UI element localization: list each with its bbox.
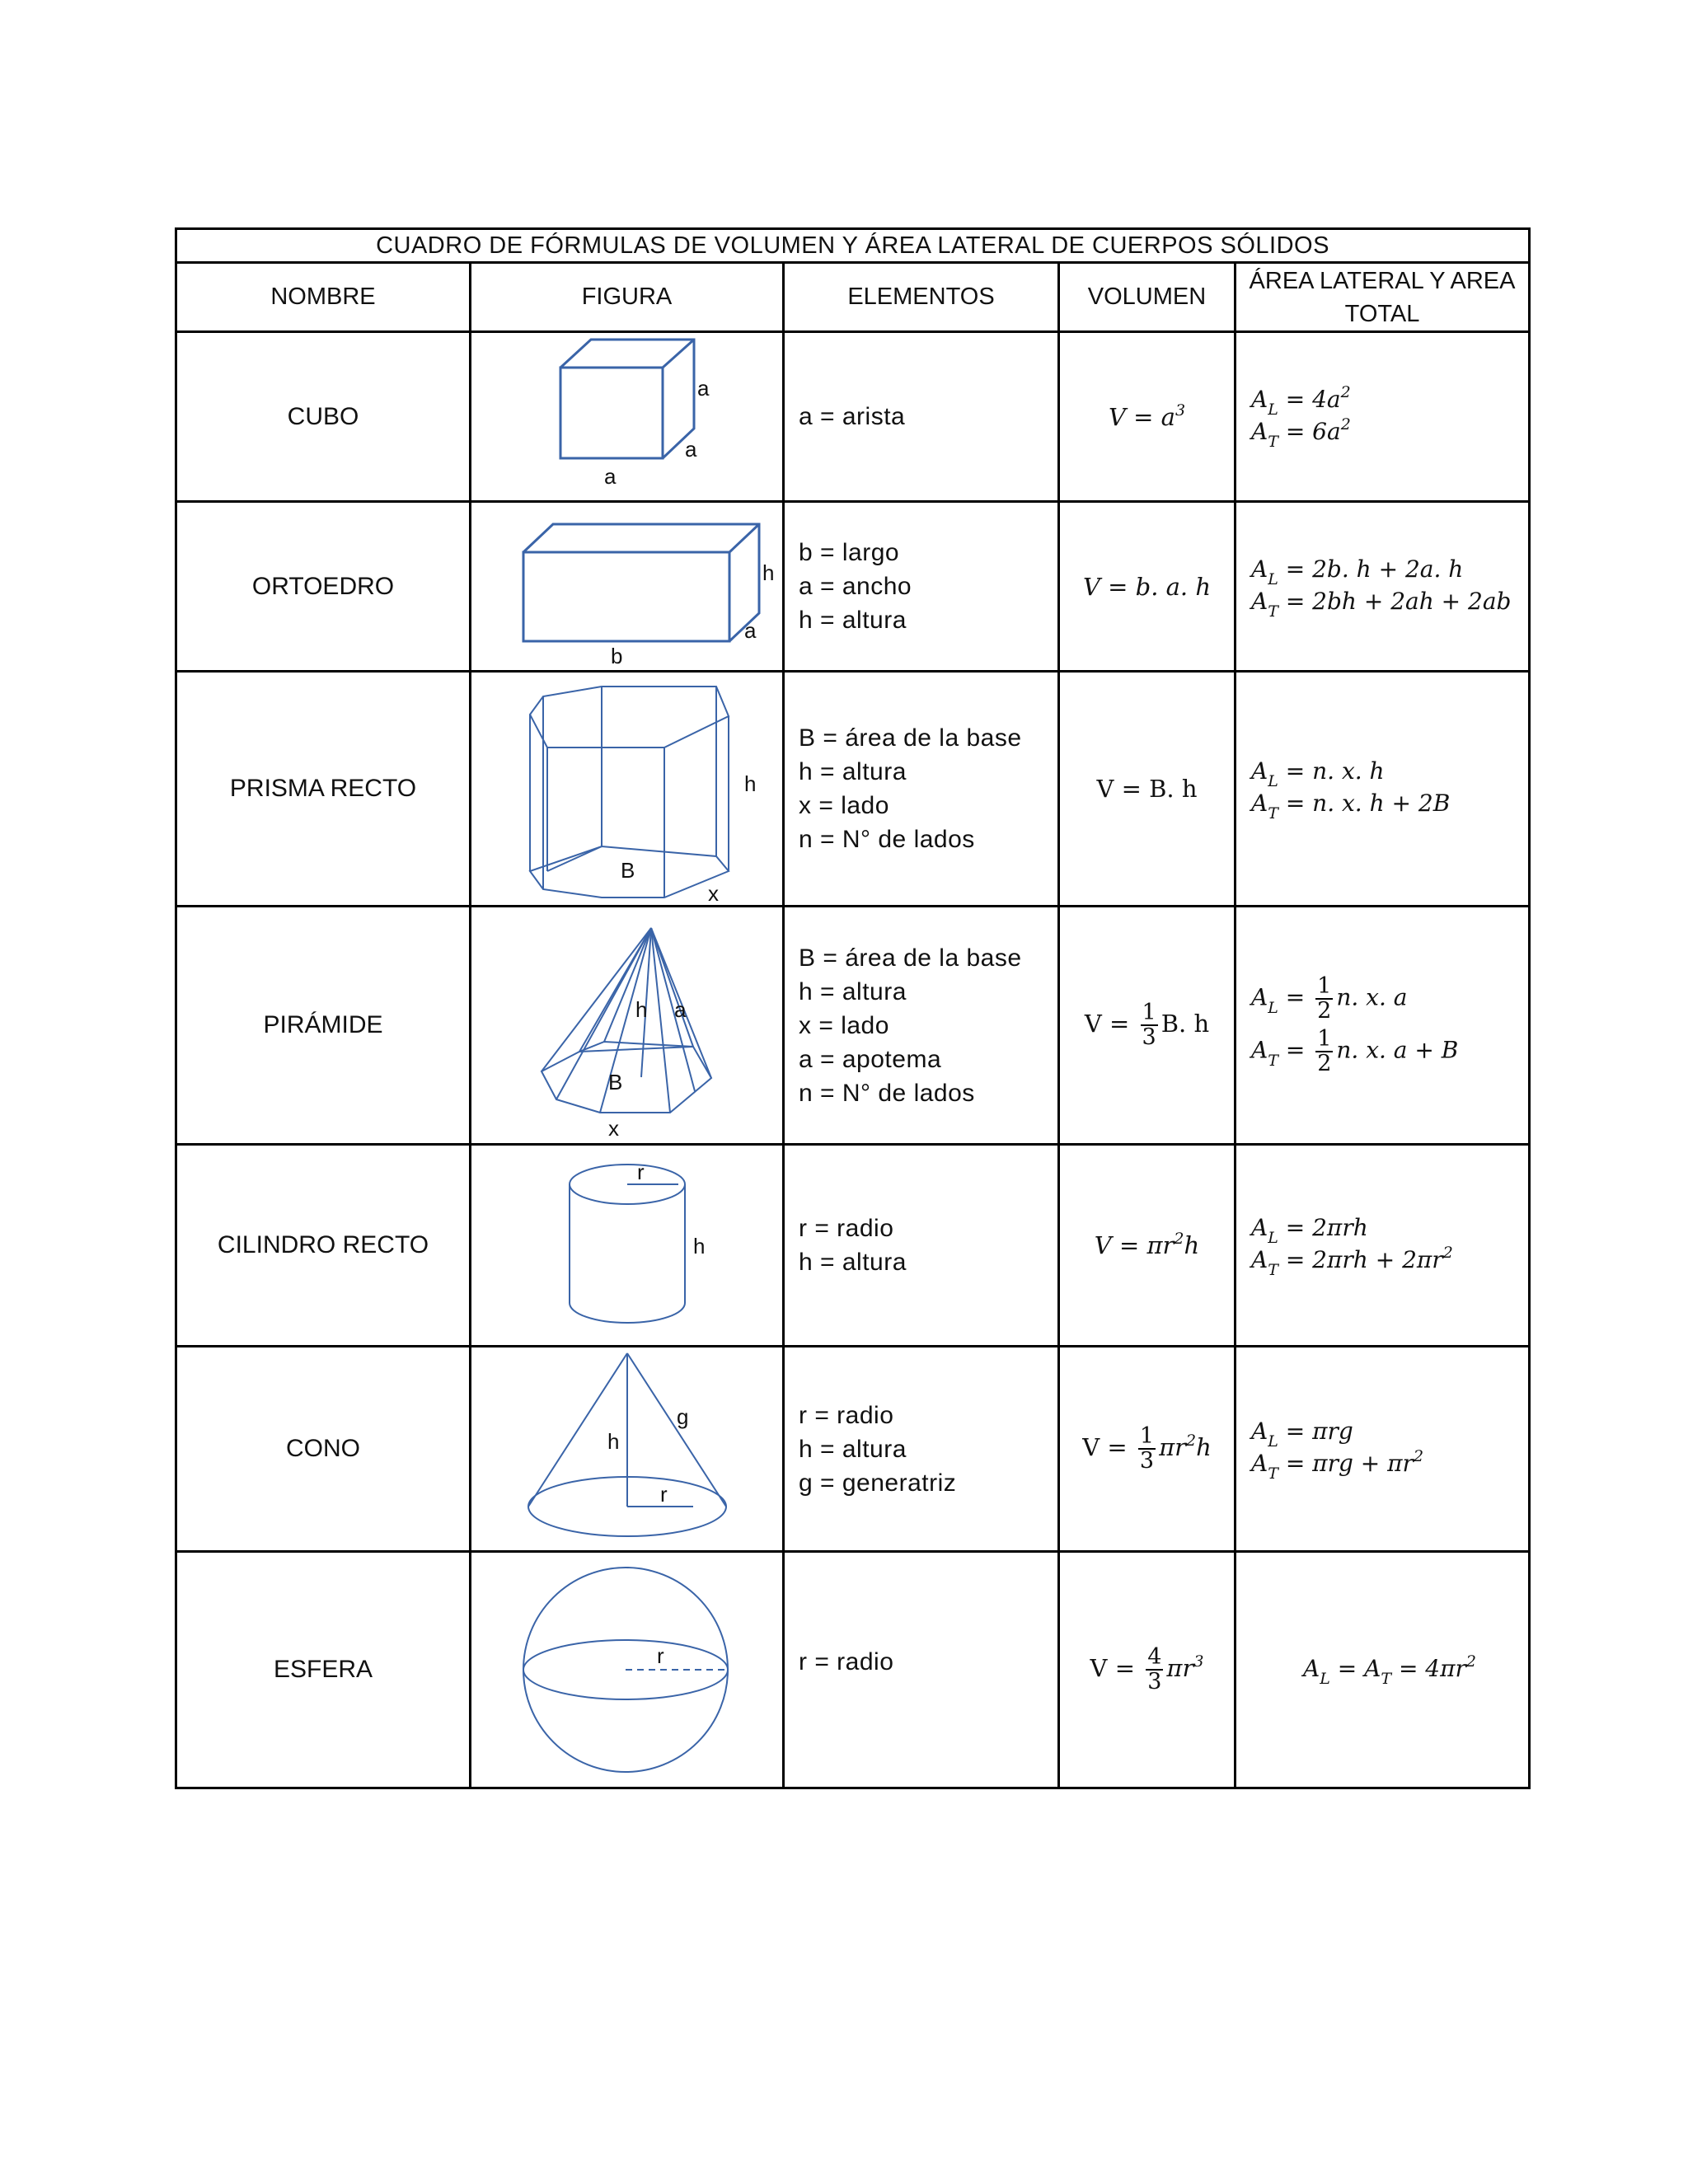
pyramid-label-B: B [607,1070,622,1094]
cuboid-figure [471,502,784,672]
exponent: 2 [1340,382,1351,401]
subscript: T [1268,1051,1278,1070]
area-formula [1236,1145,1530,1347]
formula-text: = 2πrh [1278,1214,1368,1241]
formulas-table [175,227,1531,1789]
subscript: L [1320,1669,1330,1688]
row-name: CILINDRO RECTO [176,1145,471,1347]
cuboid-label-a: a [743,617,756,643]
header-area-line2: TOTAL [1344,300,1420,327]
formula-text: A [1251,1214,1268,1241]
formula-text: = 4a [1278,385,1341,413]
area-formula [1236,1347,1530,1552]
denominator: 3 [1142,1024,1156,1050]
row-elements [784,1552,1059,1788]
cylinder-label-r: r [636,1160,645,1184]
cube-label-a-edge: a [696,375,709,401]
volume-formula [1059,502,1236,672]
formula-text: h [1184,1231,1200,1259]
element-line: a = ancho [799,573,912,600]
fraction [1315,975,1333,1023]
formula-text: V = πr [1094,1231,1175,1259]
pyramid-label-h: h [635,997,647,1022]
exponent: 3 [1175,401,1186,419]
element-line: h = altura [799,758,907,785]
formula-text: V = b. a. h [1082,572,1212,601]
formula-text: V = B. h [1096,775,1198,803]
denominator: 2 [1317,1051,1332,1076]
formula-text: A [1251,385,1268,413]
header-elementos: ELEMENTOS [784,263,1059,332]
table-row [176,1347,1530,1552]
formula-text: A [1251,417,1268,445]
subscript: T [1268,804,1278,823]
exponent: 2 [1442,1244,1453,1262]
formula-text: A [1251,1418,1268,1445]
element-line: a = apotema [799,1045,942,1073]
formula-text: = 2πrh + 2πr [1278,1246,1443,1273]
numerator: 1 [1317,1026,1332,1052]
cone-figure [471,1347,784,1552]
table-row [176,502,1530,672]
area-formula [1236,907,1530,1145]
area-formula [1236,1552,1530,1788]
table-row [176,672,1530,907]
formula-text: V = a [1108,402,1175,431]
element-line: h = altura [799,607,907,634]
area-formula [1236,332,1530,502]
area-formula [1236,502,1530,672]
formula-text: A [1251,757,1268,785]
header-nombre: NOMBRE [176,263,471,332]
formula-text: A [1303,1654,1320,1682]
formula-text: A [1251,983,1268,1011]
subscript: T [1268,432,1278,451]
area-formula [1236,672,1530,907]
row-elements [784,1347,1059,1552]
formula-text: h [1196,1433,1212,1461]
element-line: x = lado [799,792,889,819]
row-elements [784,672,1059,907]
formula-text: = A [1329,1654,1381,1682]
fraction [1146,1646,1163,1694]
element-line: a = arista [799,403,906,430]
cone-label-g: g [676,1404,688,1429]
cube-figure [471,332,784,502]
exponent: 2 [1413,1447,1424,1465]
pyramid-label-a: a [673,997,686,1022]
header-volumen: VOLUMEN [1059,263,1236,332]
element-line: r = radio [799,1647,894,1675]
numerator: 1 [1139,1423,1155,1449]
row-name: CUBO [176,332,471,502]
table-row [176,1145,1530,1347]
formula-text: n. x. a [1336,983,1408,1011]
row-name: ORTOEDRO [176,502,471,672]
numerator: 1 [1317,973,1332,999]
prism-label-B: B [620,858,635,883]
formula-text: = 2b. h + 2a. h [1278,555,1464,583]
table-row [176,907,1530,1145]
subscript: L [1268,400,1278,419]
volume-formula [1059,1552,1236,1788]
formula-text: A [1251,790,1268,817]
formula-text: = [1278,1036,1313,1064]
subscript: L [1268,569,1278,588]
exponent: 2 [1340,415,1351,434]
cylinder-label-h: h [692,1234,705,1258]
row-name: PIRÁMIDE [176,907,471,1145]
element-line: h = altura [799,977,907,1005]
formula-text: = 2bh + 2ah + 2ab [1278,587,1512,615]
prism-figure [471,672,784,907]
volume-formula [1059,1145,1236,1347]
formula-text: B. h [1160,1010,1210,1038]
element-line: n = N° de lados [799,826,975,853]
cube-label-a-depth: a [684,436,696,462]
subscript: T [1268,1261,1278,1279]
fraction [1315,1028,1333,1076]
formula-text: n. x. a + B [1336,1036,1459,1064]
exponent: 2 [1465,1652,1477,1671]
formula-text: = 6a [1278,417,1341,445]
subscript: L [1268,1229,1278,1247]
table-row [176,332,1530,502]
element-line: n = N° de lados [799,1079,975,1107]
formula-text: = πrg + πr [1278,1450,1414,1477]
cuboid-label-b: b [610,643,622,668]
formula-text: A [1251,555,1268,583]
volume-formula [1059,907,1236,1145]
numerator: 1 [1142,1000,1156,1025]
subscript: T [1381,1669,1392,1688]
sphere-figure [471,1552,784,1788]
formula-text: V = [1084,1010,1137,1038]
row-name: CONO [176,1347,471,1552]
element-line: h = altura [799,1249,907,1276]
volume-formula [1059,1347,1236,1552]
element-line: h = altura [799,1435,907,1463]
volume-formula [1059,332,1236,502]
element-line: B = área de la base [799,944,1022,972]
cone-label-r: r [659,1482,668,1507]
formula-text: πr [1166,1654,1194,1682]
sphere-label-r: r [656,1643,664,1668]
table-row [176,1552,1530,1788]
formula-text: πr [1159,1433,1187,1461]
header-figura: FIGURA [471,263,784,332]
formula-text: A [1251,1036,1268,1064]
formula-text: = 4πr [1391,1654,1466,1682]
formula-text: = n. x. h + 2B [1278,790,1451,817]
prism-label-h: h [743,771,756,796]
formula-text: V = [1090,1654,1143,1682]
element-line: g = generatriz [799,1469,957,1497]
exponent: 2 [1186,1432,1197,1450]
row-elements [784,332,1059,502]
header-row [176,263,1530,332]
row-name: ESFERA [176,1552,471,1788]
formula-text: = πrg [1278,1418,1353,1445]
row-name: PRISMA RECTO [176,672,471,907]
row-elements [784,907,1059,1145]
formula-text: A [1251,587,1268,615]
cone-label-h: h [607,1429,619,1454]
subscript: T [1268,602,1278,621]
row-elements [784,502,1059,672]
subscript: T [1268,1465,1278,1483]
cuboid-label-h: h [762,560,774,585]
volume-formula [1059,672,1236,907]
row-elements [784,1145,1059,1347]
header-area [1236,263,1530,332]
denominator: 3 [1139,1448,1155,1474]
subscript: L [1268,772,1278,790]
element-line: x = lado [799,1011,889,1039]
header-area-line1: ÁREA LATERAL Y AREA [1249,267,1516,294]
subscript: L [1268,998,1278,1017]
formula-text: A [1251,1450,1268,1477]
prism-label-x: x [707,881,719,904]
formula-text: A [1251,1246,1268,1273]
table-title: CUADRO DE FÓRMULAS DE VOLUMEN Y ÁREA LATERAL DE CUERPOS SÓLIDOS [176,229,1530,263]
numerator: 4 [1147,1644,1162,1670]
formula-text: V = [1082,1433,1135,1461]
pyramid-label-x: x [607,1116,619,1141]
subscript: L [1268,1432,1278,1451]
denominator: 3 [1147,1669,1162,1694]
cylinder-figure [471,1145,784,1347]
cube-label-a-base: a [603,463,616,489]
formula-text: = [1278,983,1313,1011]
pyramid-figure [471,907,784,1145]
denominator: 2 [1317,998,1332,1024]
fraction [1138,1425,1156,1473]
element-line: B = área de la base [799,724,1022,752]
element-line: b = largo [799,539,900,566]
exponent: 3 [1193,1652,1204,1671]
element-line: r = radio [799,1215,894,1242]
fraction [1141,1001,1158,1049]
element-line: r = radio [799,1401,894,1429]
exponent: 2 [1174,1230,1184,1248]
formula-text: = n. x. h [1278,757,1385,785]
